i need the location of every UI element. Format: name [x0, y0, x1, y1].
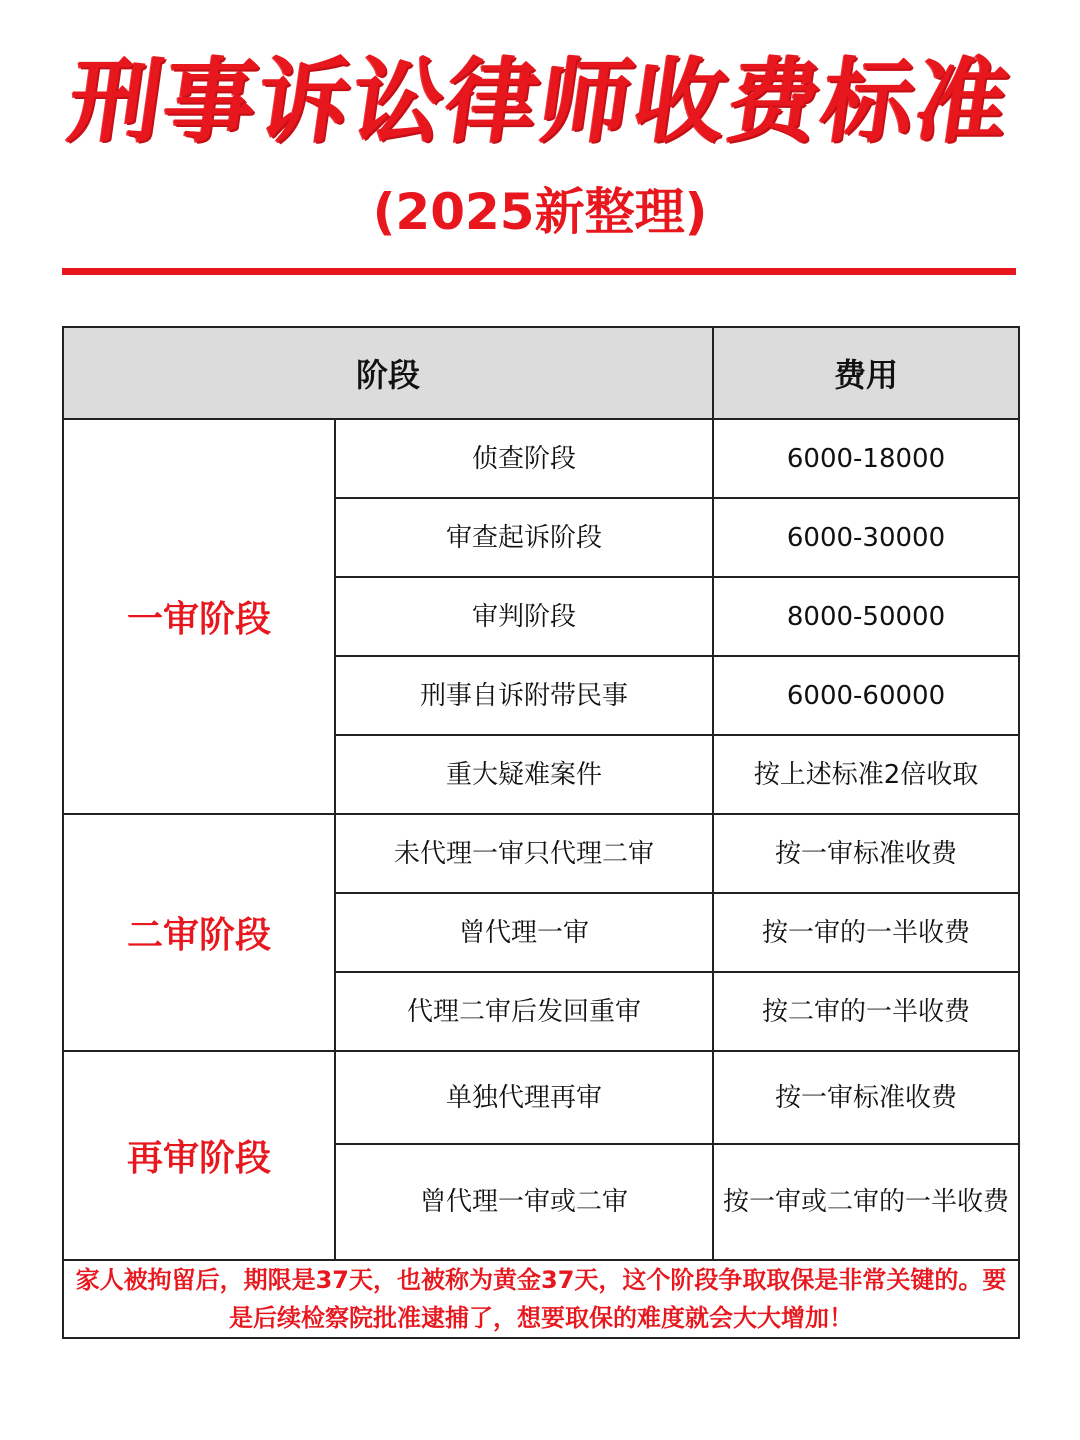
table-header-row	[63, 327, 1019, 419]
stage-cell: 曾代理一审	[335, 893, 713, 972]
stage-cell: 刑事自诉附带民事	[335, 656, 713, 735]
page-title: 刑事诉讼律师收费标准	[62, 48, 1018, 155]
stage-cell: 审查起诉阶段	[335, 498, 713, 577]
table-row	[63, 814, 1019, 893]
fee-cell: 按二审的一半收费	[713, 972, 1019, 1051]
stage-cell: 单独代理再审	[335, 1051, 713, 1144]
group-label-second-instance: 二审阶段	[63, 814, 335, 1051]
stage-cell: 未代理一审只代理二审	[335, 814, 713, 893]
group-label-first-instance: 一审阶段	[63, 419, 335, 814]
note-text: 家人被拘留后，期限是37天，也被称为黄金37天，这个阶段争取取保是非常关键的。要是后续检察院批准逮捕了，想要取保的难度就会大大增加！	[63, 1260, 1019, 1338]
title-divider	[62, 268, 1016, 275]
stage-cell: 曾代理一审或二审	[335, 1144, 713, 1260]
fee-cell: 按一审标准收费	[713, 1051, 1019, 1144]
fee-cell: 6000-18000	[713, 419, 1019, 498]
group-label-retrial: 再审阶段	[63, 1051, 335, 1260]
fee-table	[62, 326, 1020, 1339]
fee-cell: 按上述标准2倍收取	[713, 735, 1019, 814]
stage-cell: 代理二审后发回重审	[335, 972, 713, 1051]
stage-cell: 侦查阶段	[335, 419, 713, 498]
stage-cell: 重大疑难案件	[335, 735, 713, 814]
fee-cell: 按一审或二审的一半收费	[713, 1144, 1019, 1260]
table-row	[63, 1051, 1019, 1144]
column-header-stage: 阶段	[63, 327, 713, 419]
stage-cell: 审判阶段	[335, 577, 713, 656]
fee-cell: 按一审的一半收费	[713, 893, 1019, 972]
fee-cell: 8000-50000	[713, 577, 1019, 656]
fee-cell: 6000-30000	[713, 498, 1019, 577]
column-header-fee: 费用	[713, 327, 1019, 419]
fee-cell: 按一审标准收费	[713, 814, 1019, 893]
note-row	[63, 1260, 1019, 1338]
fee-cell: 6000-60000	[713, 656, 1019, 735]
table-row	[63, 419, 1019, 498]
page-subtitle: (2025新整理)	[372, 183, 708, 241]
